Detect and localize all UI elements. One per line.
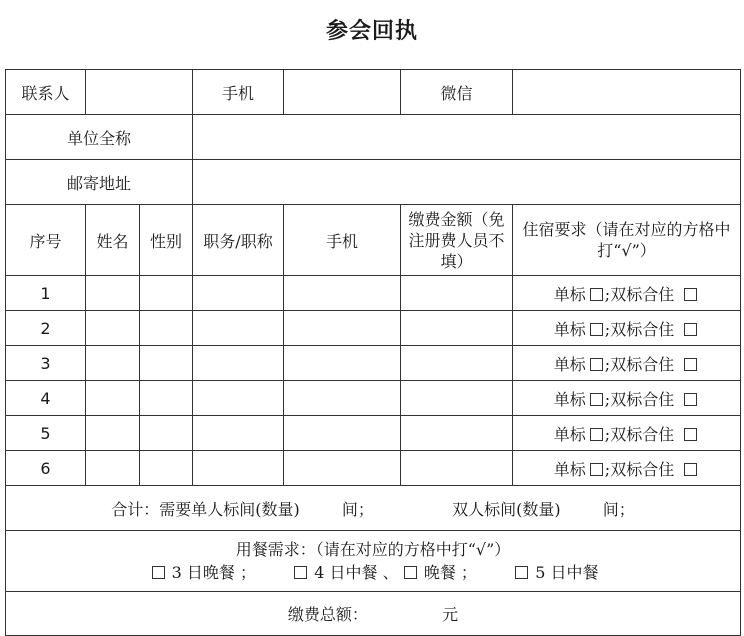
attendee-phone-field[interactable] [284, 381, 401, 416]
attendee-name-field[interactable] [86, 381, 140, 416]
attendee-row [6, 276, 741, 311]
org-row [6, 115, 741, 160]
attendee-fee-field[interactable] [401, 276, 513, 311]
attendee-gender-field[interactable] [140, 416, 193, 451]
attendee-gender-field[interactable] [140, 451, 193, 486]
header-gender: 性别 [140, 205, 193, 276]
attendee-fee-field[interactable] [401, 311, 513, 346]
total-unit: 元 [442, 605, 459, 624]
org-label: 单位全称 [6, 115, 193, 160]
phone-field[interactable] [284, 70, 401, 115]
single-room-option-label: 单标 [553, 389, 586, 409]
attendee-row [6, 416, 741, 451]
contact-row [6, 70, 741, 115]
double-room-checkbox[interactable] [684, 393, 697, 406]
single-room-checkbox[interactable] [590, 323, 603, 336]
attendee-index: 5 [6, 416, 86, 451]
attendee-name-field[interactable] [86, 311, 140, 346]
header-fee: 缴费金额（免注册费人员不填） [401, 205, 513, 276]
single-room-option-label: 单标 [553, 284, 586, 304]
attendee-name-field[interactable] [86, 346, 140, 381]
attendee-phone-field[interactable] [284, 311, 401, 346]
double-room-checkbox[interactable] [684, 288, 697, 301]
double-room-unit: 间； [602, 499, 635, 519]
single-room-option-label: 单标 [553, 424, 586, 444]
lodging-options [513, 311, 741, 346]
meal-day3-dinner-checkbox[interactable] [152, 566, 165, 579]
double-room-checkbox[interactable] [684, 323, 697, 336]
wechat-label: 微信 [401, 70, 513, 115]
attendee-index: 2 [6, 311, 86, 346]
attendee-phone-field[interactable] [284, 416, 401, 451]
double-room-option-label: ;双标合住 [604, 284, 675, 304]
org-field[interactable] [193, 115, 741, 160]
attendee-row [6, 381, 741, 416]
meal-day5-lunch-label: 5 日中餐 [535, 563, 599, 582]
page-title: 参会回执 [325, 18, 418, 44]
attendee-gender-field[interactable] [140, 381, 193, 416]
attendee-gender-field[interactable] [140, 346, 193, 381]
single-room-checkbox[interactable] [590, 358, 603, 371]
lodging-options [513, 276, 741, 311]
contact-field[interactable] [86, 70, 193, 115]
meal-title: 用餐需求：（请在对应的方格中打“√”） [235, 540, 511, 559]
attendee-row [6, 451, 741, 486]
double-room-checkbox[interactable] [684, 463, 697, 476]
attendee-gender-field[interactable] [140, 276, 193, 311]
attendee-title-field[interactable] [193, 416, 284, 451]
attendee-phone-field[interactable] [284, 451, 401, 486]
address-field[interactable] [193, 160, 741, 205]
single-room-checkbox[interactable] [590, 393, 603, 406]
attendee-header-row [6, 205, 741, 276]
meal-day4-dinner-checkbox[interactable] [404, 566, 417, 579]
lodging-options [513, 346, 741, 381]
room-summary [6, 486, 741, 531]
single-room-option-label: 单标 [553, 354, 586, 374]
attendee-rows [6, 276, 741, 486]
registration-form [5, 69, 741, 636]
meal-day3-dinner-label: 3 日晚餐 ； [171, 563, 256, 582]
single-room-checkbox[interactable] [590, 463, 603, 476]
meal-requirements [6, 531, 741, 592]
header-title: 职务/职称 [193, 205, 284, 276]
double-room-option-label: ;双标合住 [604, 389, 675, 409]
meal-day4-dinner-label: 晚餐 ； [423, 563, 477, 582]
contact-label: 联系人 [6, 70, 86, 115]
address-label: 邮寄地址 [6, 160, 193, 205]
attendee-index: 4 [6, 381, 86, 416]
lodging-options [513, 416, 741, 451]
address-row [6, 160, 741, 205]
attendee-fee-field[interactable] [401, 381, 513, 416]
attendee-fee-field[interactable] [401, 416, 513, 451]
header-phone: 手机 [284, 205, 401, 276]
attendee-fee-field[interactable] [401, 346, 513, 381]
attendee-title-field[interactable] [193, 381, 284, 416]
meal-day4-lunch-checkbox[interactable] [294, 566, 307, 579]
header-lodging: 住宿要求（请在对应的方格中打“√”） [513, 205, 741, 276]
total-label: 缴费总额： [287, 605, 368, 624]
attendee-name-field[interactable] [86, 276, 140, 311]
double-room-checkbox[interactable] [684, 428, 697, 441]
single-room-label: 合计：需要单人标间(数量) [111, 499, 300, 519]
attendee-row [6, 311, 741, 346]
attendee-index: 3 [6, 346, 86, 381]
attendee-title-field[interactable] [193, 451, 284, 486]
attendee-title-field[interactable] [193, 276, 284, 311]
attendee-fee-field[interactable] [401, 451, 513, 486]
attendee-row [6, 346, 741, 381]
attendee-name-field[interactable] [86, 416, 140, 451]
single-room-unit: 间； [341, 499, 374, 519]
single-room-option-label: 单标 [553, 319, 586, 339]
single-room-option-label: 单标 [553, 459, 586, 479]
attendee-name-field[interactable] [86, 451, 140, 486]
meal-day5-lunch-checkbox[interactable] [515, 566, 528, 579]
attendee-phone-field[interactable] [284, 276, 401, 311]
header-index: 序号 [6, 205, 86, 276]
double-room-option-label: ;双标合住 [604, 459, 675, 479]
lodging-options [513, 381, 741, 416]
single-room-checkbox[interactable] [590, 428, 603, 441]
attendee-index: 6 [6, 451, 86, 486]
meal-options [6, 561, 740, 584]
double-room-checkbox[interactable] [684, 358, 697, 371]
double-room-label: 双人标间(数量) [452, 499, 561, 519]
single-room-checkbox[interactable] [590, 288, 603, 301]
meal-row [6, 531, 741, 592]
double-room-option-label: ;双标合住 [604, 424, 675, 444]
double-room-option-label: ;双标合住 [604, 319, 675, 339]
summary-row [6, 486, 741, 531]
meal-day4-lunch-label: 4 日中餐 、 [314, 563, 399, 582]
header-name: 姓名 [86, 205, 140, 276]
attendee-title-field[interactable] [193, 346, 284, 381]
phone-label: 手机 [193, 70, 284, 115]
attendee-title-field[interactable] [193, 311, 284, 346]
wechat-field[interactable] [513, 70, 741, 115]
lodging-options [513, 451, 741, 486]
double-room-option-label: ;双标合住 [604, 354, 675, 374]
attendee-index: 1 [6, 276, 86, 311]
attendee-phone-field[interactable] [284, 346, 401, 381]
attendee-gender-field[interactable] [140, 311, 193, 346]
